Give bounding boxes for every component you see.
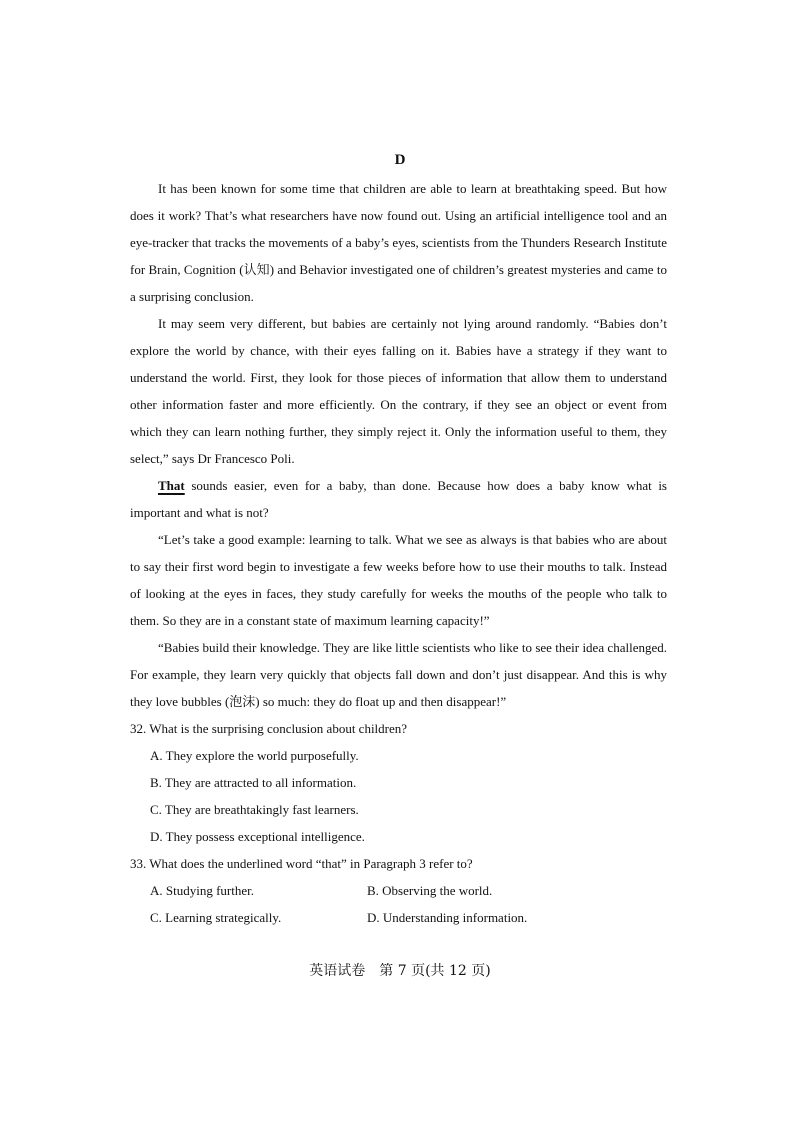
question-33: 33. What does the underlined word “that” in Paragraph 3 refer to? [130,856,473,871]
passage-paragraph-3 [130,472,667,526]
reading-passage [130,175,667,931]
paragraph-3-text: sounds easier, even for a baby, than done. Because how does a baby know what is important and what is not? [130,478,667,520]
question-32-option-c: C. They are breathtakingly fast learners. [150,802,359,817]
passage-paragraph-5: “Babies build their knowledge. They are like little scientists who like to see their idea challenged. For example, they learn very quickly that objects fall down and don’t just disappear. And this is why they love bubbles (泡沫) so much: they do float up and then disappear!” [130,640,667,709]
passage-paragraph-4: “Let’s take a good example: learning to talk. What we see as always is that babies who are about to say their first word begin to investigate a few weeks before how to use their mouths to talk. Instead of looking at the eyes in faces, they study carefully for weeks the mouths of the people who talk to them. So they are in a constant state of maximum learning capacity!” [130,532,667,628]
question-32-option-d: D. They possess exceptional intelligence. [150,829,365,844]
passage-paragraph-2: It may seem very different, but babies are certainly not lying around randomly. “Babies don’t explore the world by chance, with their eyes falling on it. Babies have a strategy if they want to understand the world. First, they look for those pieces of information that allow them to understand other information faster and more efficiently. On the contrary, if they see an object or event from which they can learn nothing further, they simply reject it. Only the information useful to them, they select,” says Dr Francesco Poli. [130,316,667,466]
question-32-option-b: B. They are attracted to all information. [150,775,357,790]
question-33-option-b: B. Observing the world. [367,883,493,898]
question-33-option-a: A. Studying further. [150,883,254,898]
passage-paragraph-1: It has been known for some time that children are able to learn at breathtaking speed. But how does it work? That’s what researchers have now found out. Using an artificial intelligence tool and an eye-tracker that tracks the movements of a baby’s eyes, scientists from the Thunders Research Institute for Brain, Cognition (认知) and Behavior investigated one of children’s greatest mysteries and came to a surprising conclusion. [130,181,667,304]
section-title: D [394,152,406,168]
question-32: 32. What is the surprising conclusion about children? [130,721,408,736]
question-33-option-c: C. Learning strategically. [150,910,282,925]
question-33-option-d: D. Understanding information. [367,910,528,925]
question-33-options [130,877,667,931]
underlined-word: That [158,478,185,493]
question-32-option-a: A. They explore the world purposefully. [150,748,359,763]
page-footer: 英语试卷 第 7 页(共 12 页) [309,963,491,979]
